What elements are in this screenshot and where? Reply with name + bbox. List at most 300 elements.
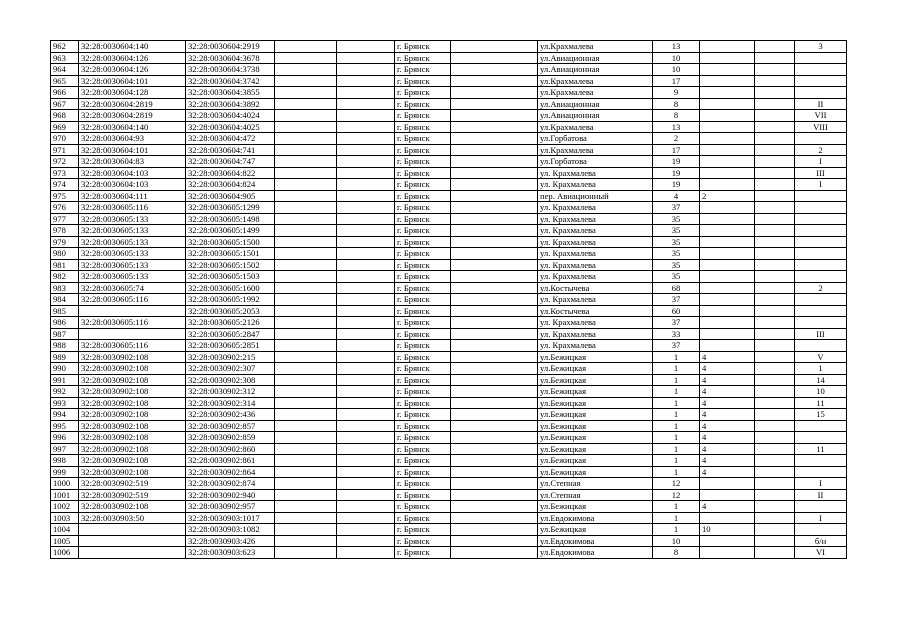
street-cell: ул.Евдокимова bbox=[538, 512, 653, 524]
blank-cell-d bbox=[755, 317, 795, 329]
table-row bbox=[51, 305, 847, 317]
building-number-cell: 4 bbox=[700, 409, 755, 421]
object-cadastral-number-cell: 32:28:0030605:1499 bbox=[186, 225, 275, 237]
table-row bbox=[51, 409, 847, 421]
land-cadastral-number-cell: 32:28:0030604:126 bbox=[79, 64, 186, 76]
blank-cell-d bbox=[755, 179, 795, 191]
city-cell: г. Брянск bbox=[395, 340, 451, 352]
street-cell: ул.Бежицкая bbox=[538, 501, 653, 513]
land-cadastral-number-cell: 32:28:0030903:50 bbox=[79, 512, 186, 524]
blank-cell-b bbox=[337, 524, 395, 536]
blank-cell-c bbox=[451, 478, 538, 490]
room-number-cell: III bbox=[795, 167, 847, 179]
house-number-cell: 2 bbox=[653, 133, 700, 145]
building-number-cell: 4 bbox=[700, 351, 755, 363]
city-cell: г. Брянск bbox=[395, 363, 451, 375]
city-cell: г. Брянск bbox=[395, 397, 451, 409]
blank-cell-b bbox=[337, 535, 395, 547]
house-number-cell: 37 bbox=[653, 294, 700, 306]
blank-cell-c bbox=[451, 374, 538, 386]
row-number-cell: 985 bbox=[51, 305, 79, 317]
object-cadastral-number-cell: 32:28:0030902:864 bbox=[186, 466, 275, 478]
house-number-cell: 37 bbox=[653, 340, 700, 352]
street-cell: ул.Бежицкая bbox=[538, 455, 653, 467]
object-cadastral-number-cell: 32:28:0030902:940 bbox=[186, 489, 275, 501]
city-cell: г. Брянск bbox=[395, 121, 451, 133]
blank-cell-d bbox=[755, 271, 795, 283]
land-cadastral-number-cell: 32:28:0030604:103 bbox=[79, 179, 186, 191]
street-cell: ул. Крахмалева bbox=[538, 259, 653, 271]
blank-cell-c bbox=[451, 466, 538, 478]
street-cell: ул.Бежицкая bbox=[538, 397, 653, 409]
blank-cell-c bbox=[451, 432, 538, 444]
row-number-cell: 984 bbox=[51, 294, 79, 306]
object-cadastral-number-cell: 32:28:0030605:2847 bbox=[186, 328, 275, 340]
city-cell: г. Брянск bbox=[395, 52, 451, 64]
blank-cell-b bbox=[337, 98, 395, 110]
house-number-cell: 1 bbox=[653, 363, 700, 375]
house-number-cell: 35 bbox=[653, 236, 700, 248]
land-cadastral-number-cell: 32:28:0030902:108 bbox=[79, 432, 186, 444]
blank-cell-d bbox=[755, 501, 795, 513]
object-cadastral-number-cell: 32:28:0030604:822 bbox=[186, 167, 275, 179]
object-cadastral-number-cell: 32:28:0030604:4024 bbox=[186, 110, 275, 122]
row-number-cell: 971 bbox=[51, 144, 79, 156]
row-number-cell: 994 bbox=[51, 409, 79, 421]
land-cadastral-number-cell: 32:28:0030902:108 bbox=[79, 501, 186, 513]
city-cell: г. Брянск bbox=[395, 294, 451, 306]
city-cell: г. Брянск bbox=[395, 489, 451, 501]
land-cadastral-number-cell: 32:28:0030902:108 bbox=[79, 386, 186, 398]
blank-cell-a bbox=[275, 305, 337, 317]
blank-cell-a bbox=[275, 133, 337, 145]
object-cadastral-number-cell: 32:28:0030604:3738 bbox=[186, 64, 275, 76]
blank-cell-b bbox=[337, 363, 395, 375]
building-number-cell bbox=[700, 225, 755, 237]
blank-cell-c bbox=[451, 409, 538, 421]
room-number-cell: III bbox=[795, 328, 847, 340]
building-number-cell bbox=[700, 52, 755, 64]
blank-cell-d bbox=[755, 478, 795, 490]
row-number-cell: 980 bbox=[51, 248, 79, 260]
house-number-cell: 68 bbox=[653, 282, 700, 294]
row-number-cell: 1005 bbox=[51, 535, 79, 547]
city-cell: г. Брянск bbox=[395, 156, 451, 168]
city-cell: г. Брянск bbox=[395, 225, 451, 237]
house-number-cell: 1 bbox=[653, 432, 700, 444]
blank-cell-b bbox=[337, 225, 395, 237]
room-number-cell bbox=[795, 340, 847, 352]
land-cadastral-number-cell: 32:28:0030902:108 bbox=[79, 363, 186, 375]
blank-cell-c bbox=[451, 340, 538, 352]
blank-cell-b bbox=[337, 340, 395, 352]
row-number-cell: 981 bbox=[51, 259, 79, 271]
blank-cell-d bbox=[755, 432, 795, 444]
blank-cell-b bbox=[337, 282, 395, 294]
blank-cell-d bbox=[755, 443, 795, 455]
blank-cell-d bbox=[755, 489, 795, 501]
blank-cell-c bbox=[451, 305, 538, 317]
building-number-cell bbox=[700, 259, 755, 271]
table-row bbox=[51, 535, 847, 547]
room-number-cell bbox=[795, 133, 847, 145]
blank-cell-d bbox=[755, 374, 795, 386]
room-number-cell: 14 bbox=[795, 374, 847, 386]
land-cadastral-number-cell: 32:28:0030605:133 bbox=[79, 248, 186, 260]
blank-cell-a bbox=[275, 432, 337, 444]
land-cadastral-number-cell: 32:28:0030604:2819 bbox=[79, 110, 186, 122]
house-number-cell: 17 bbox=[653, 144, 700, 156]
row-number-cell: 989 bbox=[51, 351, 79, 363]
street-cell: ул.Бежицкая bbox=[538, 363, 653, 375]
row-number-cell: 968 bbox=[51, 110, 79, 122]
row-number-cell: 969 bbox=[51, 121, 79, 133]
blank-cell-b bbox=[337, 179, 395, 191]
object-cadastral-number-cell: 32:28:0030604:3742 bbox=[186, 75, 275, 87]
street-cell: ул. Крахмалева bbox=[538, 213, 653, 225]
room-number-cell: VIII bbox=[795, 121, 847, 133]
building-number-cell bbox=[700, 535, 755, 547]
row-number-cell: 962 bbox=[51, 41, 79, 53]
blank-cell-a bbox=[275, 478, 337, 490]
room-number-cell bbox=[795, 501, 847, 513]
city-cell: г. Брянск bbox=[395, 547, 451, 559]
table-row bbox=[51, 110, 847, 122]
room-number-cell bbox=[795, 455, 847, 467]
blank-cell-a bbox=[275, 455, 337, 467]
row-number-cell: 977 bbox=[51, 213, 79, 225]
blank-cell-b bbox=[337, 202, 395, 214]
room-number-cell bbox=[795, 432, 847, 444]
table-row bbox=[51, 466, 847, 478]
land-cadastral-number-cell: 32:28:0030604:2819 bbox=[79, 98, 186, 110]
city-cell: г. Брянск bbox=[395, 524, 451, 536]
city-cell: г. Брянск bbox=[395, 443, 451, 455]
blank-cell-b bbox=[337, 271, 395, 283]
street-cell: ул.Евдокимова bbox=[538, 547, 653, 559]
building-number-cell: 4 bbox=[700, 386, 755, 398]
building-number-cell bbox=[700, 202, 755, 214]
object-cadastral-number-cell: 32:28:0030902:308 bbox=[186, 374, 275, 386]
blank-cell-d bbox=[755, 202, 795, 214]
house-number-cell: 8 bbox=[653, 110, 700, 122]
house-number-cell: 17 bbox=[653, 75, 700, 87]
street-cell: ул. Крахмалева bbox=[538, 202, 653, 214]
blank-cell-a bbox=[275, 340, 337, 352]
street-cell: ул.Бежицкая bbox=[538, 420, 653, 432]
blank-cell-d bbox=[755, 190, 795, 202]
land-cadastral-number-cell: 32:28:0030604:128 bbox=[79, 87, 186, 99]
table-row bbox=[51, 363, 847, 375]
blank-cell-b bbox=[337, 478, 395, 490]
house-number-cell: 19 bbox=[653, 167, 700, 179]
table-row bbox=[51, 225, 847, 237]
room-number-cell bbox=[795, 317, 847, 329]
city-cell: г. Брянск bbox=[395, 179, 451, 191]
room-number-cell: б/н bbox=[795, 535, 847, 547]
blank-cell-b bbox=[337, 512, 395, 524]
land-cadastral-number-cell: 32:28:0030604:111 bbox=[79, 190, 186, 202]
row-number-cell: 992 bbox=[51, 386, 79, 398]
land-cadastral-number-cell: 32:28:0030605:133 bbox=[79, 259, 186, 271]
blank-cell-b bbox=[337, 144, 395, 156]
blank-cell-b bbox=[337, 455, 395, 467]
blank-cell-b bbox=[337, 121, 395, 133]
city-cell: г. Брянск bbox=[395, 41, 451, 53]
house-number-cell: 12 bbox=[653, 489, 700, 501]
city-cell: г. Брянск bbox=[395, 432, 451, 444]
blank-cell-b bbox=[337, 547, 395, 559]
room-number-cell bbox=[795, 75, 847, 87]
row-number-cell: 996 bbox=[51, 432, 79, 444]
blank-cell-d bbox=[755, 512, 795, 524]
room-number-cell bbox=[795, 420, 847, 432]
street-cell: ул.Степная bbox=[538, 489, 653, 501]
blank-cell-a bbox=[275, 282, 337, 294]
building-number-cell: 4 bbox=[700, 443, 755, 455]
object-cadastral-number-cell: 32:28:0030902:312 bbox=[186, 386, 275, 398]
blank-cell-c bbox=[451, 179, 538, 191]
row-number-cell: 974 bbox=[51, 179, 79, 191]
blank-cell-c bbox=[451, 121, 538, 133]
object-cadastral-number-cell: 32:28:0030903:1082 bbox=[186, 524, 275, 536]
room-number-cell: II bbox=[795, 98, 847, 110]
blank-cell-a bbox=[275, 397, 337, 409]
table-row bbox=[51, 179, 847, 191]
blank-cell-a bbox=[275, 190, 337, 202]
land-cadastral-number-cell: 32:28:0030902:519 bbox=[79, 489, 186, 501]
table-row bbox=[51, 248, 847, 260]
street-cell: ул.Бежицкая bbox=[538, 351, 653, 363]
land-cadastral-number-cell: 32:28:0030902:108 bbox=[79, 455, 186, 467]
room-number-cell bbox=[795, 524, 847, 536]
building-number-cell bbox=[700, 64, 755, 76]
blank-cell-a bbox=[275, 87, 337, 99]
building-number-cell bbox=[700, 489, 755, 501]
register-sheet bbox=[50, 40, 847, 559]
blank-cell-b bbox=[337, 305, 395, 317]
table-row bbox=[51, 190, 847, 202]
blank-cell-c bbox=[451, 41, 538, 53]
blank-cell-b bbox=[337, 501, 395, 513]
blank-cell-d bbox=[755, 144, 795, 156]
blank-cell-c bbox=[451, 75, 538, 87]
row-number-cell: 970 bbox=[51, 133, 79, 145]
building-number-cell bbox=[700, 213, 755, 225]
object-cadastral-number-cell: 32:28:0030902:436 bbox=[186, 409, 275, 421]
blank-cell-b bbox=[337, 41, 395, 53]
object-cadastral-number-cell: 32:28:0030604:472 bbox=[186, 133, 275, 145]
blank-cell-a bbox=[275, 420, 337, 432]
row-number-cell: 986 bbox=[51, 317, 79, 329]
building-number-cell: 10 bbox=[700, 524, 755, 536]
room-number-cell bbox=[795, 213, 847, 225]
row-number-cell: 966 bbox=[51, 87, 79, 99]
blank-cell-d bbox=[755, 236, 795, 248]
room-number-cell: 15 bbox=[795, 409, 847, 421]
table-row bbox=[51, 397, 847, 409]
house-number-cell: 10 bbox=[653, 535, 700, 547]
house-number-cell: 60 bbox=[653, 305, 700, 317]
object-cadastral-number-cell: 32:28:0030605:2053 bbox=[186, 305, 275, 317]
table-row bbox=[51, 420, 847, 432]
object-cadastral-number-cell: 32:28:0030605:1501 bbox=[186, 248, 275, 260]
blank-cell-c bbox=[451, 489, 538, 501]
blank-cell-c bbox=[451, 144, 538, 156]
object-cadastral-number-cell: 32:28:0030604:3855 bbox=[186, 87, 275, 99]
building-number-cell bbox=[700, 167, 755, 179]
city-cell: г. Брянск bbox=[395, 282, 451, 294]
house-number-cell: 19 bbox=[653, 179, 700, 191]
land-cadastral-number-cell: 32:28:0030604:93 bbox=[79, 133, 186, 145]
object-cadastral-number-cell: 32:28:0030605:2126 bbox=[186, 317, 275, 329]
blank-cell-d bbox=[755, 41, 795, 53]
house-number-cell: 8 bbox=[653, 547, 700, 559]
street-cell: ул.Крахмалева bbox=[538, 41, 653, 53]
land-cadastral-number-cell: 32:28:0030605:133 bbox=[79, 236, 186, 248]
house-number-cell: 35 bbox=[653, 248, 700, 260]
blank-cell-a bbox=[275, 75, 337, 87]
city-cell: г. Брянск bbox=[395, 236, 451, 248]
object-cadastral-number-cell: 32:28:0030605:1500 bbox=[186, 236, 275, 248]
house-number-cell: 1 bbox=[653, 420, 700, 432]
land-cadastral-number-cell: 32:28:0030902:108 bbox=[79, 420, 186, 432]
room-number-cell bbox=[795, 466, 847, 478]
house-number-cell: 10 bbox=[653, 64, 700, 76]
building-number-cell bbox=[700, 41, 755, 53]
blank-cell-d bbox=[755, 305, 795, 317]
city-cell: г. Брянск bbox=[395, 213, 451, 225]
street-cell: ул.Бежицкая bbox=[538, 409, 653, 421]
building-number-cell: 4 bbox=[700, 501, 755, 513]
object-cadastral-number-cell: 32:28:0030604:741 bbox=[186, 144, 275, 156]
room-number-cell: VII bbox=[795, 110, 847, 122]
blank-cell-d bbox=[755, 455, 795, 467]
building-number-cell bbox=[700, 271, 755, 283]
room-number-cell: II bbox=[795, 489, 847, 501]
building-number-cell bbox=[700, 294, 755, 306]
room-number-cell: V bbox=[795, 351, 847, 363]
city-cell: г. Брянск bbox=[395, 64, 451, 76]
blank-cell-a bbox=[275, 489, 337, 501]
building-number-cell bbox=[700, 317, 755, 329]
blank-cell-c bbox=[451, 501, 538, 513]
city-cell: г. Брянск bbox=[395, 75, 451, 87]
building-number-cell bbox=[700, 98, 755, 110]
blank-cell-c bbox=[451, 547, 538, 559]
blank-cell-b bbox=[337, 190, 395, 202]
object-cadastral-number-cell: 32:28:0030902:307 bbox=[186, 363, 275, 375]
land-cadastral-number-cell: 32:28:0030605:133 bbox=[79, 225, 186, 237]
blank-cell-a bbox=[275, 443, 337, 455]
blank-cell-c bbox=[451, 225, 538, 237]
table-row bbox=[51, 202, 847, 214]
table-row bbox=[51, 167, 847, 179]
land-cadastral-number-cell: 32:28:0030605:133 bbox=[79, 271, 186, 283]
room-number-cell bbox=[795, 190, 847, 202]
object-cadastral-number-cell: 32:28:0030902:857 bbox=[186, 420, 275, 432]
blank-cell-a bbox=[275, 110, 337, 122]
city-cell: г. Брянск bbox=[395, 374, 451, 386]
row-number-cell: 964 bbox=[51, 64, 79, 76]
room-number-cell: 1 bbox=[795, 363, 847, 375]
house-number-cell: 1 bbox=[653, 397, 700, 409]
row-number-cell: 997 bbox=[51, 443, 79, 455]
table-row bbox=[51, 524, 847, 536]
row-number-cell: 999 bbox=[51, 466, 79, 478]
land-cadastral-number-cell bbox=[79, 524, 186, 536]
blank-cell-a bbox=[275, 248, 337, 260]
building-number-cell bbox=[700, 547, 755, 559]
street-cell: ул.Костычева bbox=[538, 282, 653, 294]
street-cell: ул.Авиационная bbox=[538, 52, 653, 64]
blank-cell-b bbox=[337, 351, 395, 363]
house-number-cell: 19 bbox=[653, 156, 700, 168]
house-number-cell: 1 bbox=[653, 386, 700, 398]
street-cell: ул.Крахмалева bbox=[538, 87, 653, 99]
street-cell: ул.Костычева bbox=[538, 305, 653, 317]
object-cadastral-number-cell: 32:28:0030902:861 bbox=[186, 455, 275, 467]
object-cadastral-number-cell: 32:28:0030903:426 bbox=[186, 535, 275, 547]
street-cell: ул.Бежицкая bbox=[538, 524, 653, 536]
blank-cell-c bbox=[451, 87, 538, 99]
row-number-cell: 1006 bbox=[51, 547, 79, 559]
blank-cell-b bbox=[337, 420, 395, 432]
blank-cell-c bbox=[451, 386, 538, 398]
land-cadastral-number-cell: 32:28:0030605:133 bbox=[79, 213, 186, 225]
object-cadastral-number-cell: 32:28:0030605:1502 bbox=[186, 259, 275, 271]
table-row bbox=[51, 547, 847, 559]
city-cell: г. Брянск bbox=[395, 420, 451, 432]
building-number-cell: 4 bbox=[700, 363, 755, 375]
house-number-cell: 35 bbox=[653, 225, 700, 237]
building-number-cell bbox=[700, 305, 755, 317]
object-cadastral-number-cell: 32:28:0030604:3678 bbox=[186, 52, 275, 64]
table-row bbox=[51, 41, 847, 53]
blank-cell-a bbox=[275, 41, 337, 53]
row-number-cell: 1003 bbox=[51, 512, 79, 524]
table-row bbox=[51, 386, 847, 398]
house-number-cell: 1 bbox=[653, 455, 700, 467]
table-row bbox=[51, 52, 847, 64]
street-cell: ул. Крахмалева bbox=[538, 340, 653, 352]
blank-cell-a bbox=[275, 179, 337, 191]
blank-cell-b bbox=[337, 489, 395, 501]
house-number-cell: 1 bbox=[653, 351, 700, 363]
city-cell: г. Брянск bbox=[395, 328, 451, 340]
room-number-cell: VI bbox=[795, 547, 847, 559]
blank-cell-c bbox=[451, 156, 538, 168]
building-number-cell bbox=[700, 110, 755, 122]
object-cadastral-number-cell: 32:28:0030604:2919 bbox=[186, 41, 275, 53]
blank-cell-c bbox=[451, 133, 538, 145]
building-number-cell bbox=[700, 179, 755, 191]
object-cadastral-number-cell: 32:28:0030604:747 bbox=[186, 156, 275, 168]
blank-cell-b bbox=[337, 443, 395, 455]
blank-cell-b bbox=[337, 409, 395, 421]
building-number-cell: 4 bbox=[700, 397, 755, 409]
blank-cell-d bbox=[755, 64, 795, 76]
blank-cell-a bbox=[275, 121, 337, 133]
street-cell: ул.Крахмалева bbox=[538, 121, 653, 133]
blank-cell-b bbox=[337, 328, 395, 340]
blank-cell-d bbox=[755, 294, 795, 306]
room-number-cell bbox=[795, 259, 847, 271]
house-number-cell: 10 bbox=[653, 52, 700, 64]
room-number-cell bbox=[795, 225, 847, 237]
blank-cell-a bbox=[275, 386, 337, 398]
land-cadastral-number-cell: 32:28:0030605:116 bbox=[79, 202, 186, 214]
